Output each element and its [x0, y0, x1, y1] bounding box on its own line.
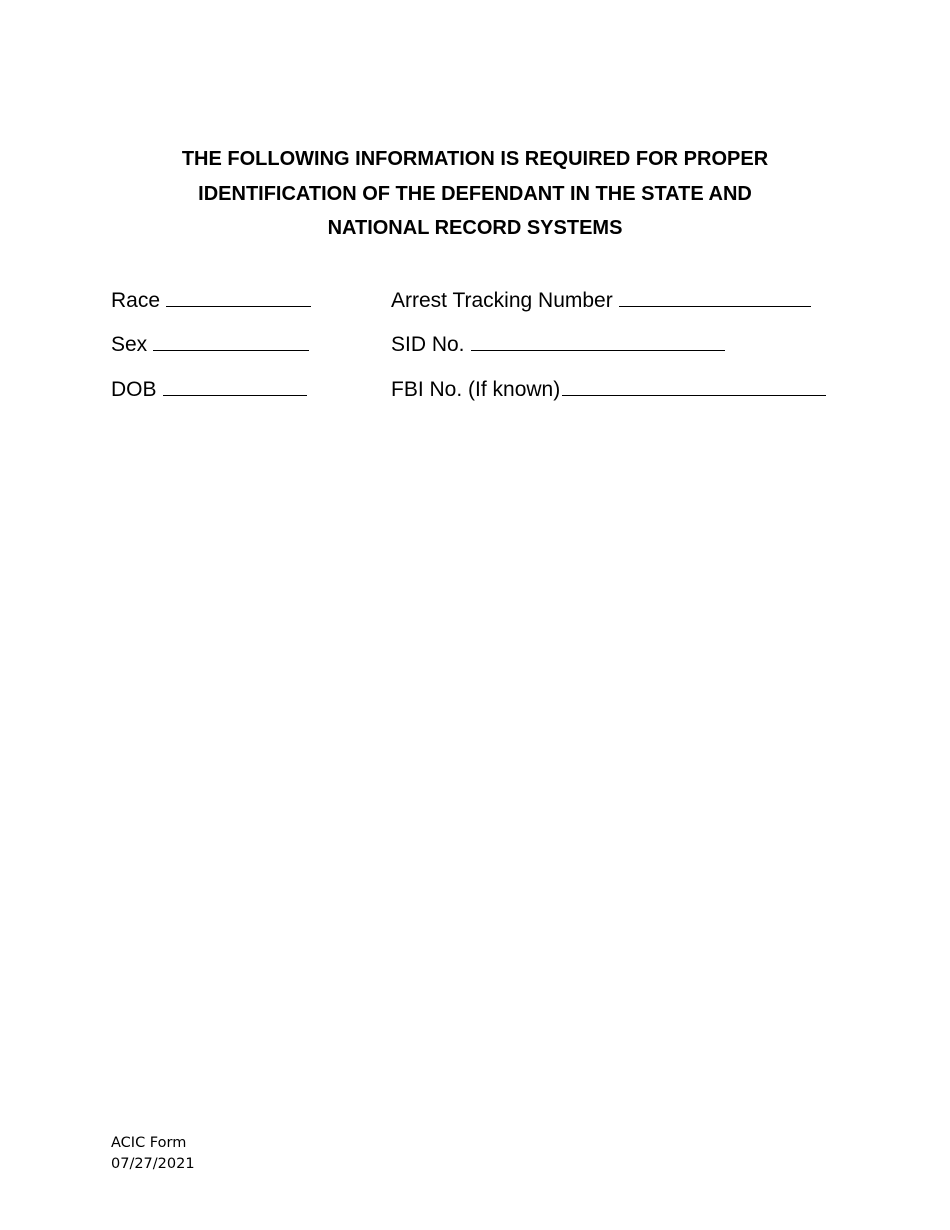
heading-line-2: IDENTIFICATION OF THE DEFENDANT IN THE STATE AND [198, 182, 752, 205]
sex-label: Sex [111, 333, 148, 356]
fbi-label: FBI No. (If known) [391, 378, 561, 401]
sex-field [111, 332, 309, 357]
dob-blank-line[interactable] [163, 377, 307, 396]
fbi-field [391, 377, 826, 402]
sid-label: SID No. [391, 333, 465, 356]
race-label: Race [111, 289, 161, 312]
heading-line-1: THE FOLLOWING INFORMATION IS REQUIRED FOR PROPER [181, 148, 769, 170]
sid-field [391, 332, 725, 357]
footer-form-name: ACIC Form [111, 1135, 187, 1151]
arrest-tracking-field [391, 288, 811, 313]
arrest-tracking-blank-line[interactable] [619, 288, 811, 307]
sex-blank-line[interactable] [153, 332, 309, 351]
race-field [111, 288, 311, 313]
fbi-blank-line[interactable] [562, 377, 826, 396]
heading-line-3: NATIONAL RECORD SYSTEMS [327, 217, 623, 239]
form-heading [0, 142, 950, 246]
footer-date: 07/27/2021 [111, 1156, 195, 1172]
form-footer [111, 1133, 195, 1175]
dob-field [111, 377, 307, 402]
arrest-tracking-label: Arrest Tracking Number [391, 289, 613, 312]
sid-blank-line[interactable] [471, 332, 725, 351]
dob-label: DOB [111, 378, 157, 401]
race-blank-line[interactable] [166, 288, 311, 307]
